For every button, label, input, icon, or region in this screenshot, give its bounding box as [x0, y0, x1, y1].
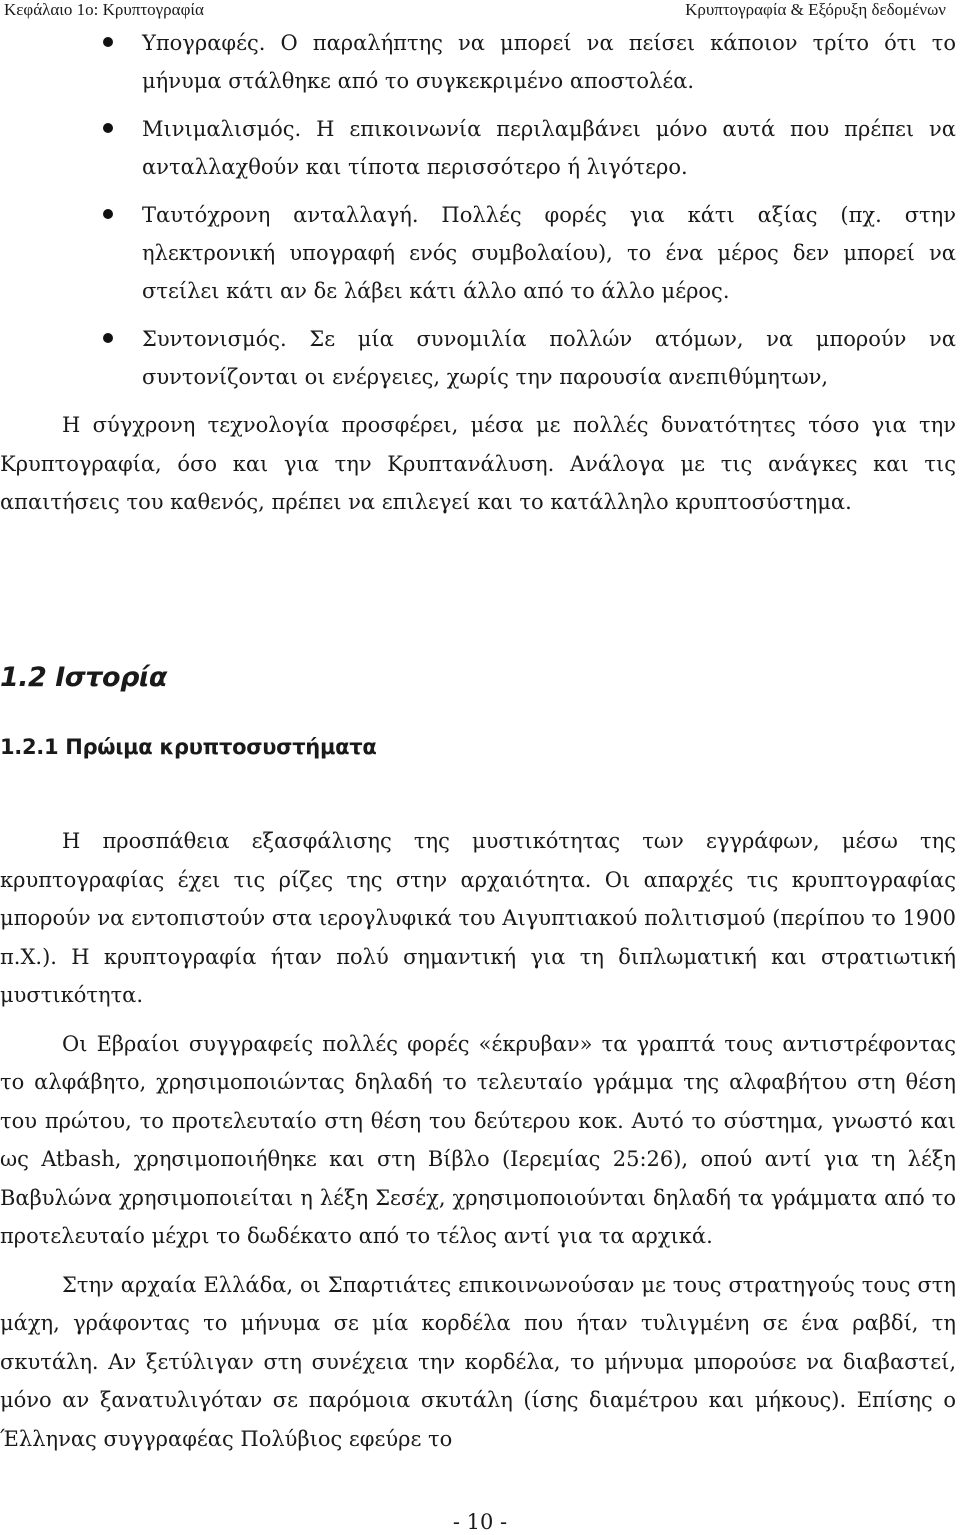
bullet-icon: [103, 333, 113, 343]
bullet-text: Συντονισμός. Σε μία συνομιλία πολλών ατόμων, να μπορούν να συντονίζονται οι ενέργειες, χωρίς την παρουσία ανεπιθύμητων,: [142, 327, 956, 389]
paragraph-atbash: Οι Εβραίοι συγγραφείς πολλές φορές «έκρυβαν» τα γραπτά τους αντιστρέφοντας το αλφάβητο, χρησιμοποιώντας δηλαδή το τελευταίο γράμμα της αλφαβήτου στη θέση του πρώτου, το προτελευταίο στη θέση του δεύτερου κοκ. Αυτό το σύστημα, γνωστό και ως Atbash, χρησιμοποιήθηκε και στη Βίβλο (Ιερεμίας 25:26), οπού αντί για τη λέξη Βαβυλώνα χρησιμοποιείται η λέξη Σεσέχ, χρησιμοποιούνται δηλαδή τα γράμματα από το προτελευταίο μέχρι το δωδέκατο από το τέλος αντί για τα αρχικά.: [0, 1031, 956, 1248]
bullet-icon: [103, 123, 113, 133]
paragraph-early-cryptography: Η προσπάθεια εξασφάλισης της μυστικότητας των εγγράφων, μέσω της κρυπτογραφίας έχει τις ρίζες της στην αρχαιότητα. Οι απαρχές τις κρυπτογραφίας μπορούν να εντοπιστούν στα ιερογλυφικά του Αιγυπτιακού πολιτισμού (περίπου το 1900 π.Χ.). Η κρυπτογραφία ήταν πολύ σημαντική για τη διπλωματική και στρατιωτική μυστικότητα.: [0, 829, 956, 1007]
page-body: [0, 24, 960, 522]
chapter-title: Κεφάλαιο 1ο: Κρυπτογραφία: [4, 0, 204, 19]
bullet-icon: [103, 209, 113, 219]
bullet-icon: [103, 37, 113, 47]
intro-paragraph: Η σύγχρονη τεχνολογία προσφέρει, μέσα με πολλές δυνατότητες τόσο για την Κρυπτογραφία, όσο και για την Κρυπτανάλυση. Ανάλογα με τις ανάγκες και τις απαιτήσεις του καθενός, πρέπει να επιλεγεί και το κατάλληλο κρυπτοσύστημα.: [0, 413, 956, 514]
section-title: 1.2 Ιστορία: [0, 662, 167, 693]
page-header: [0, 0, 960, 26]
bullet-list: [0, 24, 960, 396]
bullet-text: Υπογραφές. Ο παραλήπτης να μπορεί να πείσει κάποιον τρίτο ότι το μήνυμα στάλθηκε από το συγκεκριμένο αποστολέα.: [142, 31, 956, 93]
history-section: [0, 822, 960, 1468]
bullet-item-simultaneous-exchange: [0, 196, 960, 310]
bullet-item-coordination: [0, 320, 960, 396]
book-title: Κρυπτογραφία & Εξόρυξη δεδομένων: [685, 0, 946, 19]
bullet-text: Ταυτόχρονη ανταλλαγή. Πολλές φορές για κάτι αξίας (πχ. στην ηλεκτρονική υπογραφή ενός συμβολαίου), το ένα μέρος δεν μπορεί να στείλει κάτι αν δε λάβει κάτι άλλο από το άλλο μέρος.: [142, 203, 956, 303]
bullet-item-minimalism: [0, 110, 960, 186]
page-number: - 10 -: [452, 1510, 508, 1534]
subsection-title: 1.2.1 Πρώιμα κρυπτοσυστήματα: [0, 735, 377, 759]
bullet-text: Μινιμαλισμός. Η επικοινωνία περιλαμβάνει μόνο αυτά που πρέπει να ανταλλαχθούν και τίποτα περισσότερο ή λιγότερο.: [142, 117, 956, 179]
bullet-item-signatures: [0, 24, 960, 100]
paragraph-scytale: Στην αρχαία Ελλάδα, οι Σπαρτιάτες επικοινωνούσαν με τους στρατηγούς τους στη μάχη, γράφοντας το μήνυμα σε μία κορδέλα που ήταν τυλιγμένη σε ένα ραβδί, τη σκυτάλη. Αν ξετύλιγαν στη συνέχεια την κορδέλα, το μήνυμα μπορούσε να διαβαστεί, μόνο αν ξανατυλιγόταν σε παρόμοια σκυτάλη (ίσης διαμέτρου και μήκους). Επίσης ο Έλληνας συγγραφέας Πολύβιος εφεύρε το: [0, 1272, 956, 1451]
